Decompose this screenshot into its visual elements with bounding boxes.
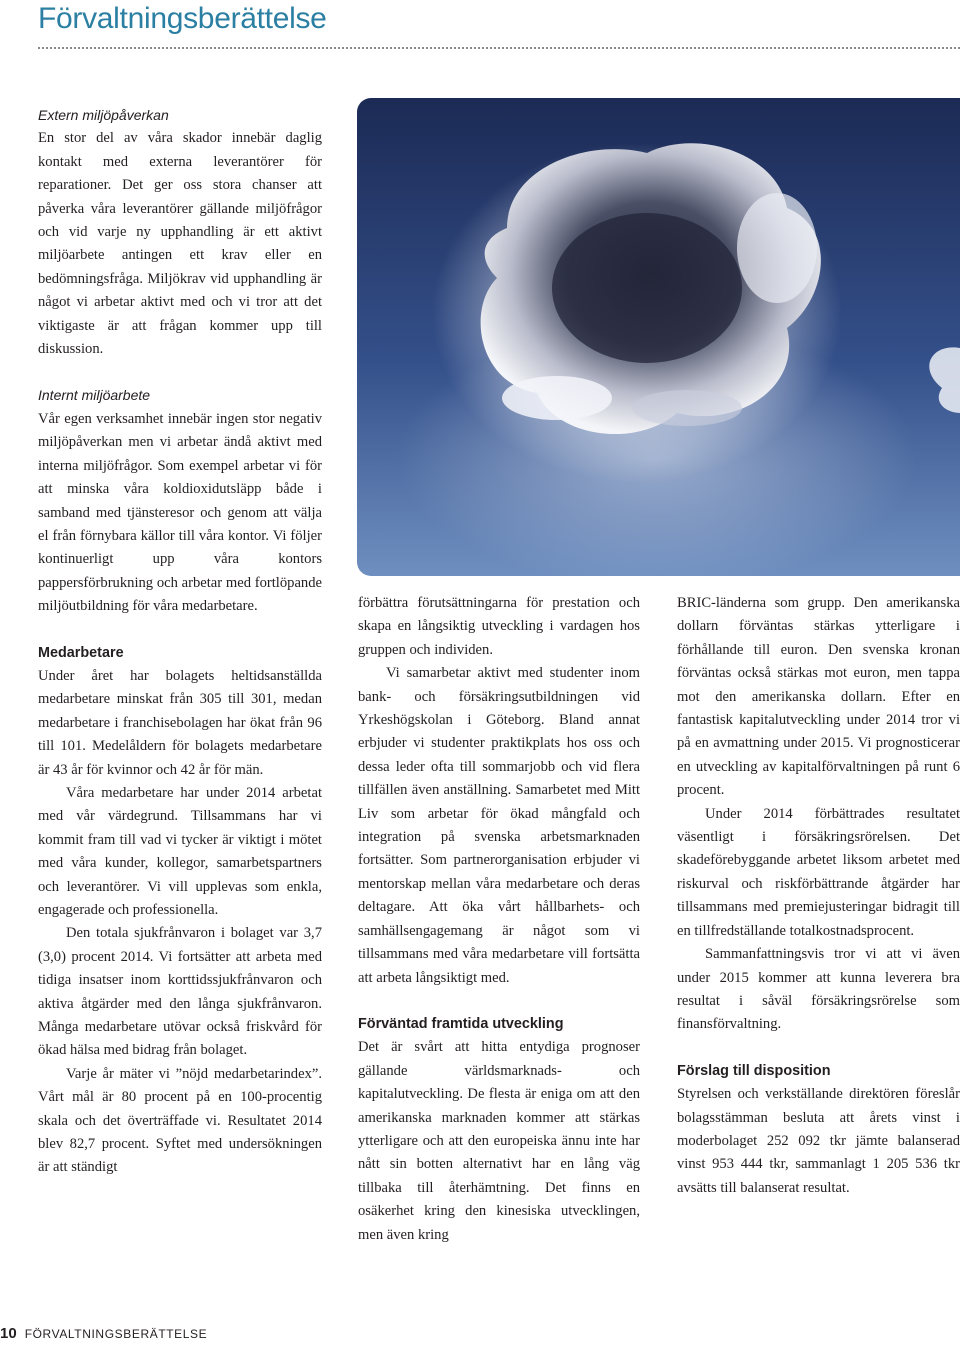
paragraph: Den totala sjukfrånvaron i bolaget var 3,7 (3,0) procent 2014. Vi fortsätter att arbeta med tidiga insatser inom korttidssjukfrånvaron och aktiva åtgärder med den långa sjukfrånvaron. Många medarbetare utövar också friskvård för ökad hälsa med bidrag från bolaget.	[38, 925, 322, 1059]
title-divider	[38, 47, 960, 49]
column-left	[38, 104, 322, 1180]
cloud-photo	[357, 98, 960, 576]
paragraph: förbättra förutsättningarna för prestation och skapa en långsiktig utveckling i vardagen hos gruppen och individen.	[358, 595, 640, 658]
page-footer	[0, 1325, 207, 1343]
paragraph: Vi samarbetar aktivt med studenter inom bank- och försäkringsutbildningen vid Yrkeshögskolan i Göteborg. Bland annat erbjuder vi studenter praktikplats hos oss och dessa leder ofta till sommarjobb och vid flera tillfällen även anställning. Samarbetet med Mitt Liv som arbetar för ökad mångfald och integration på svenska arbetsmarknaden fortsätter. Som partnerorganisation erbjuder vi mentorskap mellan våra medarbetare och deras deltagare. Att öka vårt hållbarhets- och samhällsengagemang är något som vi tillsammans med våra medarbetare vill fortsätta att arbeta långsiktigt med.	[358, 665, 640, 986]
paragraph: BRIC-länderna som grupp. Den amerikanska dollarn förväntas stärkas ytterligare i förhållande till euron. Den svenska kronan förväntas också stärkas mot euron, men tappa mot den amerikanska dollarn. Efter en fantastisk kapitalutveckling under 2014 tror vi på en avmattning under 2015. Vi prognosticerar en utveckling av kapitalförvaltningen på runt 6 procent.	[677, 595, 960, 799]
paragraph: Under 2014 förbättrades resultatet väsentligt i försäkringsrörelsen. Det skadeförebyggande arbetet liksom arbetet med riskurval och riskförbättrande åtgärder har tillsammans med premiejusteringar bidragit till en tillfredställande totalkostnadsprocent.	[677, 805, 960, 939]
paragraph: Våra medarbetare har under 2014 arbetat med vår värdegrund. Tillsammans har vi kommit fram till vad vi tycker är viktigt i mötet med våra kunder, kollegor, samarbetspartners och leverantörer. Vi vill upplevas som enkla, engagerade och professionella.	[38, 784, 322, 918]
heading-forslag-till-disposition: Förslag till disposition	[677, 1062, 831, 1079]
column-right	[677, 592, 960, 1200]
paragraph: En stor del av våra skador innebär daglig kontakt med externa leverantörer för reparationer. Det ger oss stora chanser att påverka våra leverantörer gällande miljöfrågor och vid varje ny upphandling är ett aktivt miljöarbete antingen ett krav eller en bedömningsfråga. Miljökrav vid upphandling är något vi arbetar aktivt med och vi tror att det viktigaste är att frågan kommer upp till diskussion.	[38, 130, 322, 358]
heading-medarbetare: Medarbetare	[38, 644, 124, 661]
paragraph: Under året har bolagets heltidsanställda medarbetare minskat från 305 till 301, medan medarbetare i franchisebolagen har ökat från 96 till 101. Medelåldern för bolagets medarbetare är 43 år för kvinnor och 42 år för män.	[38, 667, 322, 778]
paragraph: Sammanfattningsvis tror vi att vi även under 2015 kommer att kunna leverera bra resultat i såväl försäkringsrörelse som finansförvaltning.	[677, 946, 960, 1033]
heading-extern-miljopaverkan: Extern miljöpåverkan	[38, 107, 169, 123]
heading-forvantad-framtida-utveckling: Förväntad framtida utveckling	[358, 1015, 564, 1032]
footer-section-label: FÖRVALTNINGSBERÄTTELSE	[24, 1327, 208, 1341]
heading-internt-miljoarbete: Internt miljöarbete	[38, 387, 151, 404]
paragraph: Styrelsen och verkställande direktören föreslår bolagsstämman besluta att årets vinst i moderbolaget 252 092 tkr jämte balanserad vinst 953 444 tkr, sammanlagt 1 205 536 tkr avsätts till balanserat resultat.	[677, 1086, 960, 1196]
paragraph: Det är svårt att hitta entydiga prognoser gällande världsmarknads- och kapitalutveckling. De flesta är eniga om att den amerikanska marknaden kommer att stärkas ytterligare och att den europeiska ännu inte har nått sin botten alternativt har en lång väg tillbaka till återhämtning. Det finns en osäkerhet kring den kinesiska utvecklingen, men även kring	[358, 1039, 640, 1243]
column-middle	[358, 592, 640, 1247]
page-number: 10	[0, 1325, 17, 1342]
page-title: Förvaltningsberättelse	[38, 2, 327, 35]
paragraph: Vår egen verksamhet innebär ingen stor negativ miljöpåverkan men vi arbetar ändå aktivt med interna miljöfrågor. Som exempel arbetar vi för att minska våra koldioxidutsläpp både i samband med tjänsteresor och genom att välja el från förnybara källor till våra kontor. Vi följer kontinuerligt upp våra kontors pappersförbrukning och arbetar med fortlöpande miljöutbildning för våra medarbetare.	[38, 410, 322, 615]
paragraph: Varje år mäter vi ”nöjd medarbetarindex”. Vårt mål är 80 procent på en 100-procentig skala och det överträffade vi. Resultatet 2014 blev 82,7 procent. Syftet med undersökningen är att ständigt	[38, 1065, 322, 1176]
